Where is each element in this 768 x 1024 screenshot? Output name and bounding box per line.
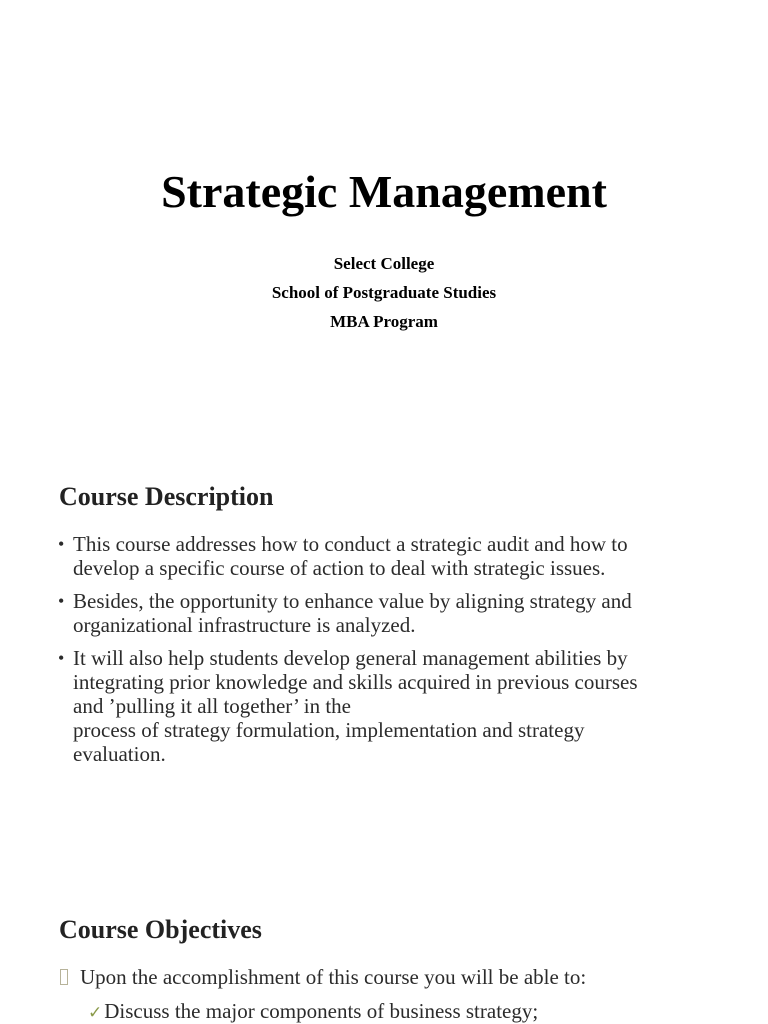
- bullet-text-line: integrating prior knowledge and skills acquired in previous courses: [73, 670, 638, 694]
- bullet-text-line: and ’pulling it all together’ in the: [73, 694, 351, 718]
- objectives-intro: [60, 965, 586, 990]
- presentation-title: Strategic Management: [161, 166, 607, 217]
- course-objectives-slide: [0, 860, 768, 1024]
- bullet-text-line: evaluation.: [73, 742, 166, 766]
- bullet-icon: •: [58, 591, 65, 611]
- box-bullet-icon: [60, 969, 68, 985]
- course-description-list: [58, 532, 698, 775]
- bullet-text-line: It will also help students develop general management abilities by: [73, 646, 628, 670]
- course-description-heading: Course Description: [59, 482, 274, 511]
- title-slide: [0, 0, 768, 440]
- objective-text: Discuss the major components of business strategy;: [104, 999, 539, 1023]
- bullet-text-line: process of strategy formulation, implementation and strategy: [73, 718, 585, 742]
- program-name: MBA Program: [330, 312, 438, 331]
- checkmark-icon: ✓: [88, 1003, 103, 1023]
- objectives-intro-text: Upon the accomplishment of this course you will be able to:: [80, 965, 587, 989]
- subtitle-block: [0, 253, 768, 340]
- list-item: [58, 589, 698, 637]
- bullet-text-line: Besides, the opportunity to enhance value by aligning strategy and: [73, 589, 632, 613]
- bullet-icon: •: [58, 534, 65, 554]
- list-item: [58, 646, 698, 766]
- list-item: [58, 532, 698, 580]
- bullet-text-line: This course addresses how to conduct a strategic audit and how to: [73, 532, 628, 556]
- course-description-slide: [0, 440, 768, 860]
- list-item: [88, 999, 538, 1024]
- college-name: Select College: [333, 254, 435, 273]
- bullet-icon: •: [58, 648, 65, 668]
- school-name: School of Postgraduate Studies: [271, 283, 497, 302]
- bullet-text-line: organizational infrastructure is analyzed.: [73, 613, 416, 637]
- course-objectives-heading: Course Objectives: [59, 915, 262, 944]
- bullet-text-line: develop a specific course of action to deal with strategic issues.: [73, 556, 606, 580]
